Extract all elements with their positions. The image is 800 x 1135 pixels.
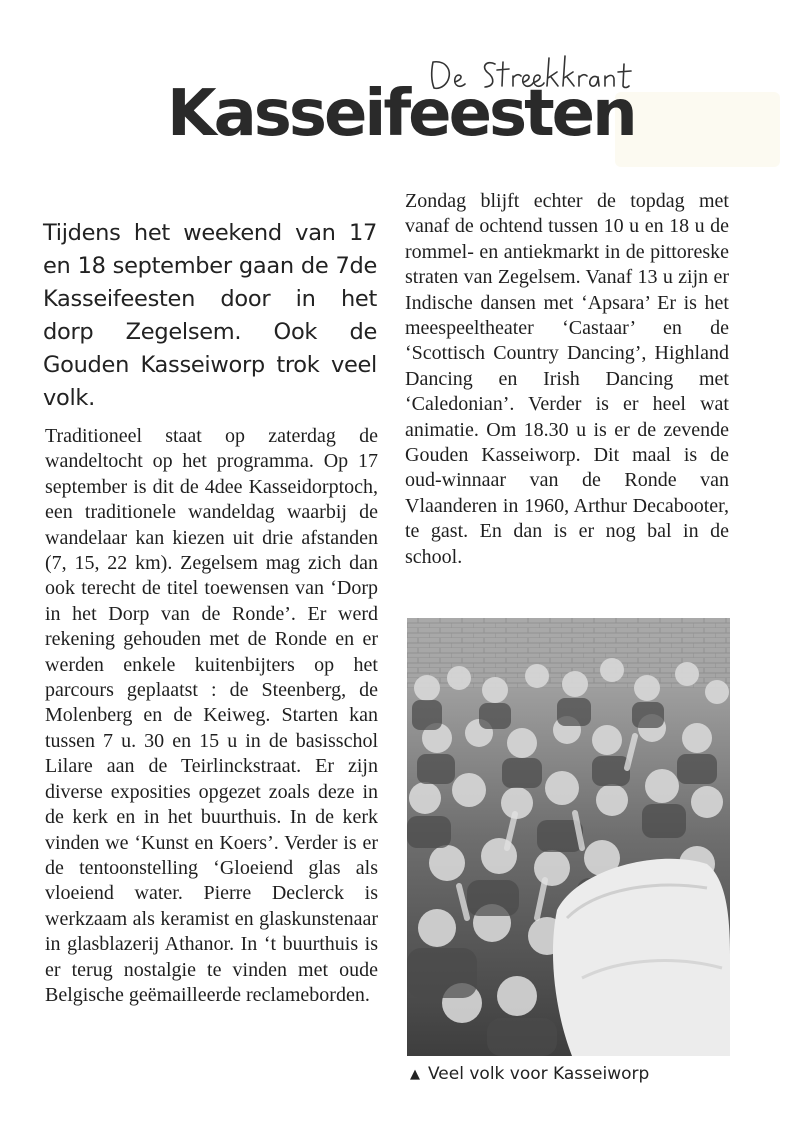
left-column-text: Traditioneel staat op zaterdag de wandeltocht op het programma. Op 17 september is dit de 4dee Kasseidorptoch, een traditionele wandeldag waarbij de wandelaar kan kiezen uit drie afstanden (7, 15, 22 km). Zegelsem mag zich dan ook terecht de titel toewensen van ‘Dorp in het Dorp van de Ronde’. Er werd rekening gehouden met de Ronde en er werden enkele kuitenbijters op het parcours geplaatst : de Steenberg, de Molenberg en de Keiweg. Starten kan tussen 7 u. 30 en 15 u in de basisschol Lilare aan de Teirlinckstraat. Er zijn diverse exposities opgezet zoals deze in de kerk en in het buurthuis. In de kerk vinden we ‘Kunst en Koers’. Verder is er de tentoonstelling ‘Gloeiend glas als vloeiend water. Pierre Declerck is werkzaam als keramist en glaskunstenaar in glasblazerij Athanor. In ‘t buurthuis is er terug nostalgie te vinden met oude Belgische geëmailleerde reclameborden. [45, 425, 378, 1006]
crowd-photo [407, 618, 730, 1056]
triangle-marker-icon: ▲ [410, 1067, 420, 1082]
article-column-left [45, 424, 378, 1008]
crowd-photo-image [407, 618, 730, 1056]
caption-text: Veel volk voor Kasseiworp [428, 1064, 650, 1084]
intro-paragraph: Tijdens het weekend van 17 en 18 september gaan de 7de Kasseifeesten door in het dorp Zegelsem. Ook de Gouden Kasseiworp trok veel volk. [43, 219, 377, 411]
right-column-text: Zondag blijft echter de topdag met vanaf de ochtend tussen 10 u en 18 u de rommel- en antiekmarkt in de pittoreske straten van Zegelsem. Vanaf 13 u zijn er Indische dansen met ‘Apsara’ Er is het meespeeltheater ‘Castaar’ en de ‘Scottisch Country Dancing’, Highland Dancing en Irish Dancing met ‘Caledonian’. Verder is er heel wat animatie. Om 18.30 u is er de zevende Gouden Kasseiworp. Dit maal is de oud-winnaar van de Ronde van Vlaanderen in 1960, Arthur Decabooter, te gast. En dan is er nog bal in de school. [405, 190, 729, 568]
headline: Kasseifeesten [167, 77, 635, 151]
photo-caption [410, 1064, 649, 1084]
paper-smudge [615, 92, 780, 167]
article-column-right [405, 189, 729, 570]
